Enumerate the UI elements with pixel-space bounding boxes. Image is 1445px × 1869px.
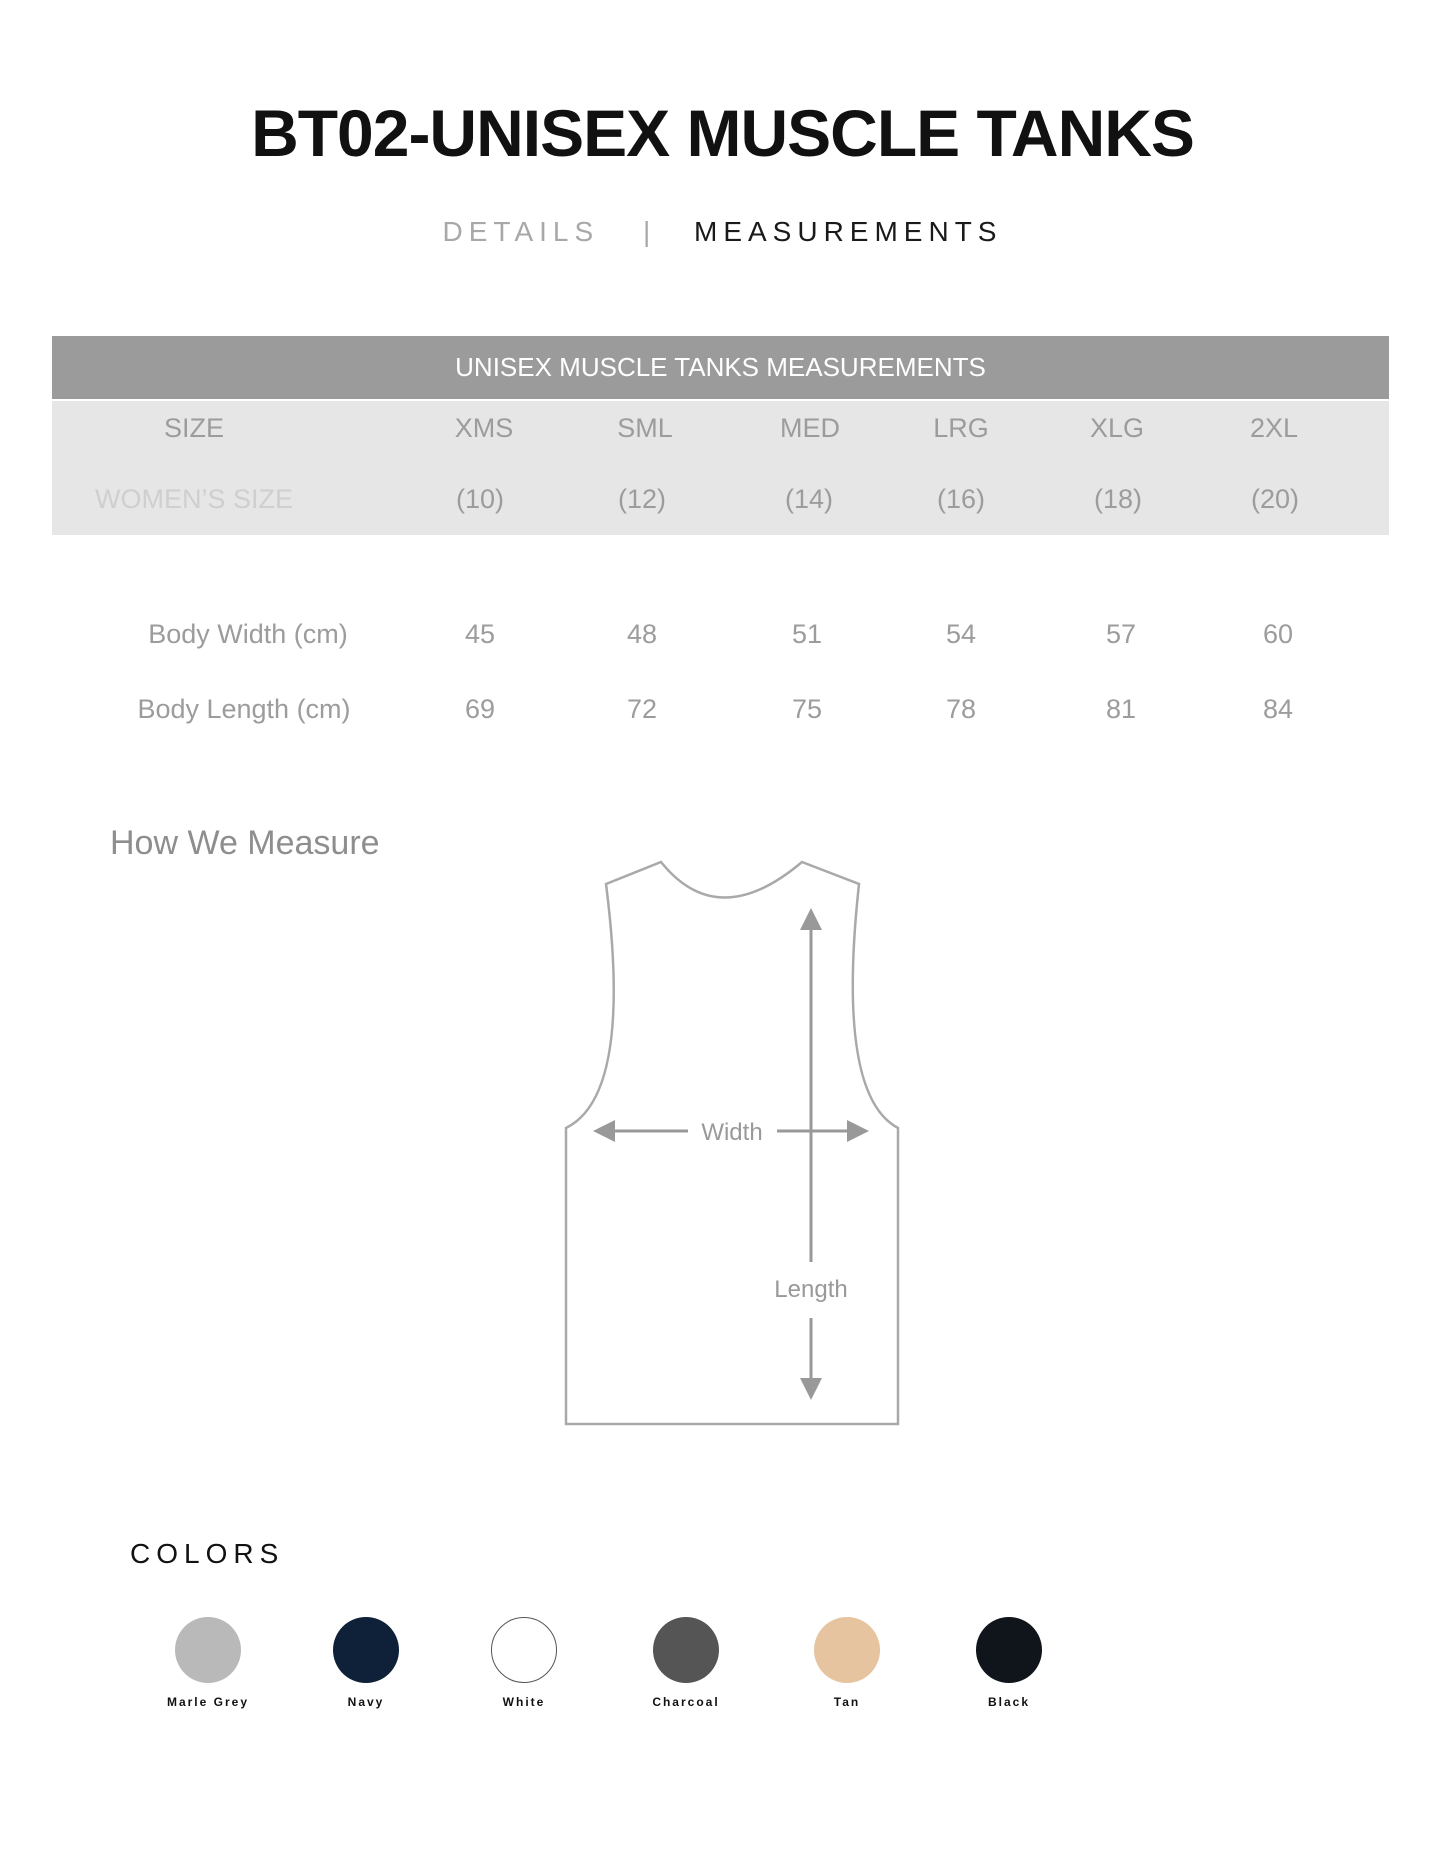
swatch-label: Marle Grey (166, 1695, 250, 1709)
tank-top-diagram (540, 845, 920, 1445)
swatch-label: Navy (347, 1695, 385, 1709)
width-arrow-right-icon (847, 1120, 869, 1142)
size-med: MED (780, 413, 840, 443)
size-xms: XMS (454, 413, 514, 443)
swatch-label: Charcoal (652, 1695, 720, 1709)
color-swatch-navy[interactable] (306, 1617, 426, 1709)
swatch-label: White (502, 1695, 546, 1709)
table-header: UNISEX MUSCLE TANKS MEASUREMENTS (52, 336, 1389, 399)
tab-bar (0, 216, 1445, 248)
color-swatch-white[interactable] (464, 1617, 584, 1709)
table-cell: 51 (791, 619, 823, 649)
color-swatch-marle-grey[interactable] (148, 1617, 268, 1709)
swatch-circle (976, 1617, 1042, 1683)
womens-size-value: (10) (455, 484, 504, 514)
color-swatch-charcoal[interactable] (626, 1617, 746, 1709)
length-arrow-down-icon (800, 1378, 822, 1400)
size-sml: SML (617, 413, 673, 443)
size-label: SIZE (163, 413, 224, 443)
swatch-label: Tan (833, 1695, 861, 1709)
womens-size-value: (20) (1250, 484, 1299, 514)
swatch-circle (175, 1617, 241, 1683)
swatch-circle (814, 1617, 880, 1683)
length-arrow-up-icon (800, 908, 822, 930)
body-length-label: Body Length (cm) (137, 694, 351, 724)
womens-size-value: (14) (784, 484, 833, 514)
table-cell: 81 (1105, 694, 1137, 724)
womens-size-label: WOMEN’S SIZE (94, 484, 293, 514)
table-cell: 54 (945, 619, 977, 649)
length-label: Length (774, 1276, 848, 1303)
colors-title: COLORS (130, 1538, 285, 1569)
table-cell: 78 (945, 694, 977, 724)
womens-size-value: (18) (1093, 484, 1142, 514)
table-cell: 60 (1262, 619, 1294, 649)
table-cell: 75 (791, 694, 823, 724)
womens-size-value: (12) (617, 484, 666, 514)
color-swatch-black[interactable] (949, 1617, 1069, 1709)
color-swatch-tan[interactable] (787, 1617, 907, 1709)
body-width-label: Body Width (cm) (148, 619, 348, 649)
size-xlg: XLG (1089, 413, 1145, 443)
tab-measurements[interactable]: MEASUREMENTS (694, 216, 1003, 247)
size-2xl: 2XL (1249, 413, 1299, 443)
size-lrg: LRG (933, 413, 989, 443)
width-label: Width (701, 1119, 763, 1146)
swatch-circle (333, 1617, 399, 1683)
table-cell: 84 (1262, 694, 1294, 724)
how-we-measure-title: How We Measure (110, 824, 380, 862)
table-cell: 57 (1105, 619, 1137, 649)
page-title: BT02-UNISEX MUSCLE TANKS (251, 96, 1194, 170)
table-cell: 45 (464, 619, 496, 649)
tab-details[interactable]: DETAILS (442, 216, 600, 247)
womens-size-value: (16) (936, 484, 985, 514)
width-arrow-left-icon (593, 1120, 615, 1142)
swatch-circle (653, 1617, 719, 1683)
swatch-circle (491, 1617, 557, 1683)
table-cell: 69 (464, 694, 496, 724)
table-cell: 48 (626, 619, 658, 649)
swatch-label: Black (987, 1695, 1031, 1709)
table-cell: 72 (626, 694, 658, 724)
tab-separator: | (642, 216, 651, 247)
